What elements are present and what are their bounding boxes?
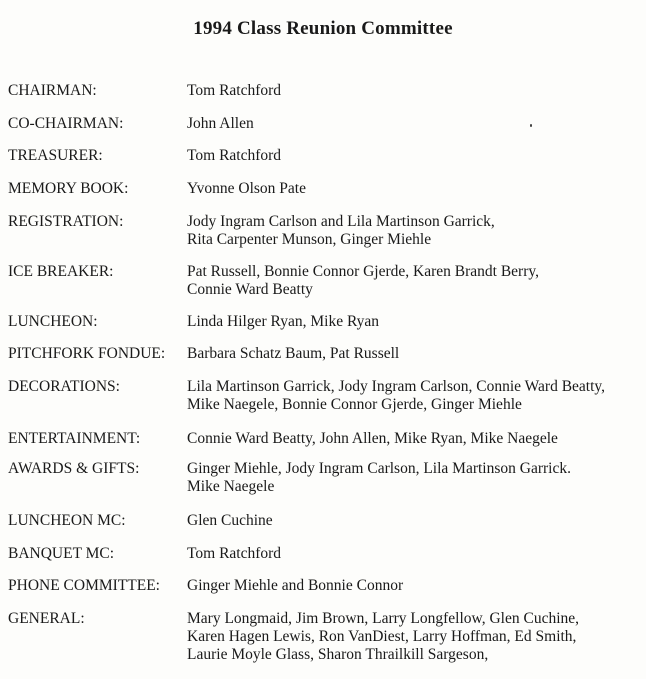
member-line: Lila Martinson Garrick, Jody Ingram Carlson, Connie Ward Beatty,: [187, 378, 606, 395]
committee-label: CHAIRMAN:: [8, 82, 97, 99]
member-line: Mike Naegele, Bonnie Connor Gjerde, Ginger Miehle: [187, 396, 522, 413]
committee-members: [187, 147, 281, 165]
committee-members: [187, 610, 579, 664]
committee-label: GENERAL:: [8, 610, 85, 627]
member-line: Tom Ratchford: [187, 545, 282, 562]
committee-label: LUNCHEON:: [8, 313, 98, 330]
committee-label: LUNCHEON MC:: [8, 512, 126, 529]
member-line: Connie Ward Beatty, John Allen, Mike Ryan, Mike Naegele: [187, 430, 558, 447]
committee-members: [187, 577, 403, 595]
committee-label: AWARDS & GIFTS:: [8, 460, 140, 477]
member-line: Tom Ratchford: [187, 147, 282, 164]
committee-label: ICE BREAKER:: [8, 263, 114, 280]
committee-label: PITCHFORK FONDUE:: [8, 345, 166, 362]
committee-members: [187, 82, 281, 100]
committee-label: REGISTRATION:: [8, 213, 124, 230]
committee-label: BANQUET MC:: [8, 545, 115, 562]
member-line: John Allen: [187, 115, 254, 132]
member-line: Mary Longmaid, Jim Brown, Larry Longfellow, Glen Cuchine,: [187, 610, 580, 627]
committee-members: [187, 378, 605, 414]
member-line: Ginger Miehle and Bonnie Connor: [187, 577, 404, 594]
committee-label: PHONE COMMITTEE:: [8, 577, 160, 594]
ink-speck: [530, 124, 532, 127]
committee-label: MEMORY BOOK:: [8, 180, 129, 197]
committee-members: [187, 512, 273, 530]
committee-members: [187, 545, 281, 563]
committee-members: [187, 313, 379, 331]
member-line: Glen Cuchine: [187, 512, 273, 529]
member-line: Ginger Miehle, Jody Ingram Carlson, Lila Martinson Garrick.: [187, 460, 571, 477]
member-line: Pat Russell, Bonnie Connor Gjerde, Karen Brandt Berry,: [187, 263, 539, 280]
member-line: Rita Carpenter Munson, Ginger Miehle: [187, 231, 432, 248]
member-line: Connie Ward Beatty: [187, 281, 313, 298]
member-line: Yvonne Olson Pate: [187, 180, 306, 197]
committee-members: [187, 263, 539, 299]
member-line: Jody Ingram Carlson and Lila Martinson Garrick,: [187, 213, 495, 230]
committee-members: [187, 213, 495, 249]
member-line: Karen Hagen Lewis, Ron VanDiest, Larry Hoffman, Ed Smith,: [187, 628, 577, 645]
committee-members: [187, 180, 306, 198]
committee-label: TREASURER:: [8, 147, 103, 164]
committee-label: CO-CHAIRMAN:: [8, 115, 124, 132]
member-line: Mike Naegele: [187, 478, 275, 495]
member-line: Laurie Moyle Glass, Sharon Thrailkill Sargeson,: [187, 646, 489, 663]
committee-members: [187, 430, 558, 448]
member-line: Tom Ratchford: [187, 82, 282, 99]
committee-members: [187, 345, 399, 363]
member-line: Barbara Schatz Baum, Pat Russell: [187, 345, 400, 362]
member-line: Linda Hilger Ryan, Mike Ryan: [187, 313, 380, 330]
committee-label: DECORATIONS:: [8, 378, 120, 395]
committee-label: ENTERTAINMENT:: [8, 430, 141, 447]
page-title: 1994 Class Reunion Committee: [193, 18, 453, 39]
committee-members: [187, 115, 254, 133]
committee-members: [187, 460, 571, 496]
